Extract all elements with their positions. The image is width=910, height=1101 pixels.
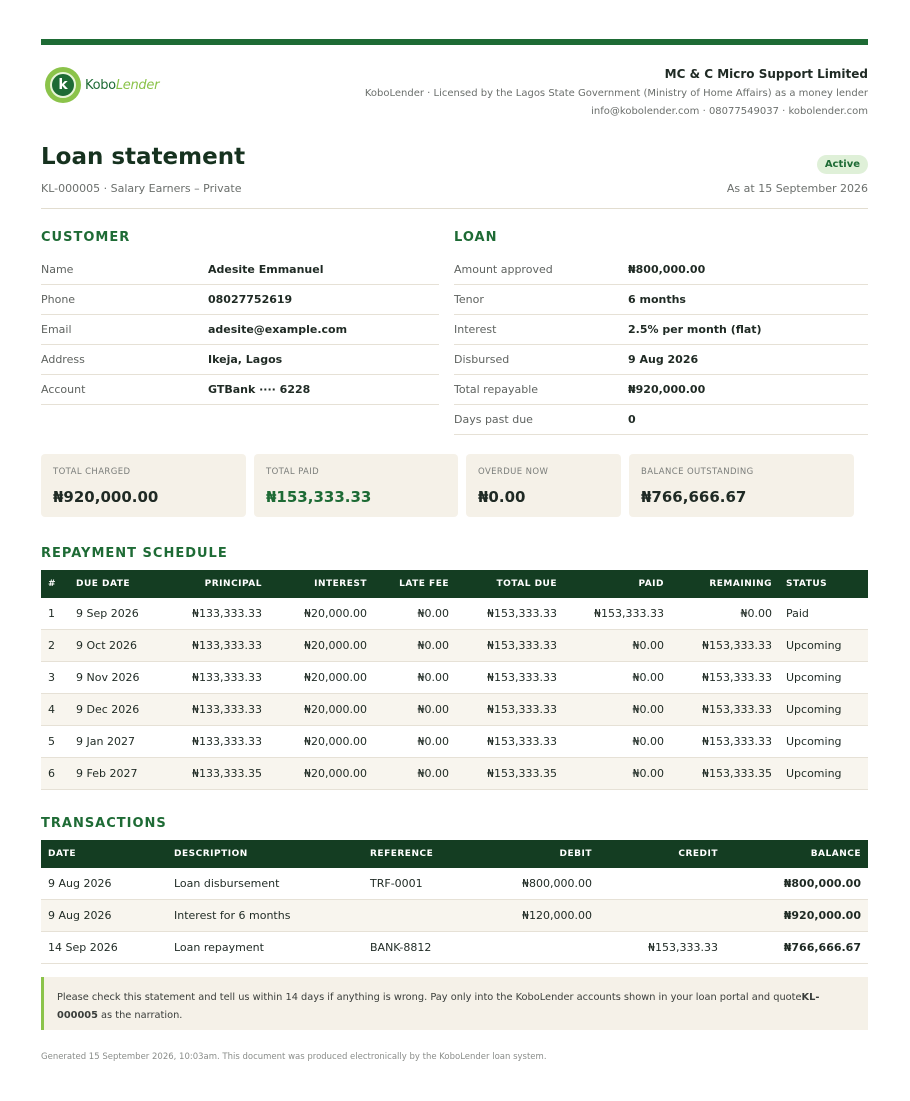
kobolender-logo bbox=[45, 67, 159, 103]
transactions-row bbox=[41, 932, 868, 964]
loan-row bbox=[454, 255, 868, 285]
summary-card-total-paid: TOTAL PAID ₦153,333.33 bbox=[254, 454, 458, 517]
transactions-cell: Interest for 6 months bbox=[167, 900, 363, 932]
summary-card-overdue: OVERDUE NOW ₦0.00 bbox=[466, 454, 621, 517]
transactions-cell: ₦153,333.33 bbox=[599, 932, 725, 964]
transactions-row bbox=[41, 868, 868, 900]
customer-value: adesite@example.com bbox=[208, 323, 348, 336]
transactions-table bbox=[41, 840, 868, 964]
schedule-cell: ₦0.00 bbox=[374, 758, 456, 790]
schedule-cell: Upcoming bbox=[779, 630, 868, 662]
schedule-cell: Paid bbox=[779, 598, 868, 630]
org-name: MC & C Micro Support Limited bbox=[664, 67, 868, 81]
schedule-cell: ₦133,333.33 bbox=[159, 694, 269, 726]
schedule-cell: ₦153,333.33 bbox=[456, 598, 564, 630]
customer-row bbox=[41, 375, 439, 405]
summary-card-total-charged: TOTAL CHARGED ₦920,000.00 bbox=[41, 454, 246, 517]
customer-row bbox=[41, 285, 439, 315]
schedule-cell: Upcoming bbox=[779, 726, 868, 758]
schedule-cell: 1 bbox=[41, 598, 69, 630]
schedule-cell: ₦0.00 bbox=[564, 758, 671, 790]
schedule-col-header: REMAINING bbox=[671, 570, 779, 598]
schedule-cell: ₦153,333.33 bbox=[456, 694, 564, 726]
schedule-row bbox=[41, 758, 868, 790]
schedule-col-header: DUE DATE bbox=[69, 570, 159, 598]
schedule-cell: ₦0.00 bbox=[564, 630, 671, 662]
transactions-cell bbox=[599, 900, 725, 932]
customer-value: 08027752619 bbox=[208, 293, 293, 306]
schedule-col-header: INTEREST bbox=[269, 570, 374, 598]
statement-notice: Please check this statement and tell us within 14 days if anything is wrong. Pay only into the KoboLender accounts shown in your loan portal and quoteKL-000005 as the narration. bbox=[41, 977, 868, 1030]
loan-row bbox=[454, 375, 868, 405]
loan-label: Interest bbox=[454, 323, 497, 336]
schedule-cell: ₦0.00 bbox=[374, 662, 456, 694]
loan-value: ₦800,000.00 bbox=[628, 263, 706, 276]
loan-value: 6 months bbox=[628, 293, 686, 306]
schedule-cell: ₦0.00 bbox=[564, 662, 671, 694]
loan-label: Total repayable bbox=[454, 383, 539, 396]
loan-row bbox=[454, 405, 868, 435]
transactions-cell: Loan repayment bbox=[167, 932, 363, 964]
customer-value: Adesite Emmanuel bbox=[208, 263, 324, 276]
logo-wordmark: KoboLender bbox=[85, 77, 160, 93]
schedule-row bbox=[41, 630, 868, 662]
schedule-cell: ₦0.00 bbox=[374, 598, 456, 630]
schedule-cell: ₦153,333.33 bbox=[671, 694, 779, 726]
schedule-col-header: PAID bbox=[564, 570, 671, 598]
customer-label: Address bbox=[41, 353, 85, 366]
customer-label: Account bbox=[41, 383, 86, 396]
transactions-cell: ₦800,000.00 bbox=[483, 868, 599, 900]
logo-mark-icon: k bbox=[45, 67, 81, 103]
schedule-row bbox=[41, 598, 868, 630]
customer-value: Ikeja, Lagos bbox=[208, 353, 283, 366]
customer-heading: CUSTOMER bbox=[41, 230, 131, 245]
transactions-cell bbox=[483, 932, 599, 964]
transactions-cell: TRF-0001 bbox=[363, 868, 483, 900]
transactions-col-header: BALANCE bbox=[725, 840, 868, 868]
schedule-cell: ₦153,333.33 bbox=[456, 726, 564, 758]
transactions-cell bbox=[363, 900, 483, 932]
transactions-cell: ₦766,666.67 bbox=[725, 932, 868, 964]
transactions-col-header: DEBIT bbox=[483, 840, 599, 868]
transactions-cell: ₦920,000.00 bbox=[725, 900, 868, 932]
schedule-cell: ₦153,333.33 bbox=[456, 662, 564, 694]
schedule-cell: ₦20,000.00 bbox=[269, 726, 374, 758]
loan-label: Disbursed bbox=[454, 353, 510, 366]
transactions-cell: BANK-8812 bbox=[363, 932, 483, 964]
schedule-cell: ₦133,333.33 bbox=[159, 726, 269, 758]
schedule-cell: 9 Sep 2026 bbox=[69, 598, 159, 630]
customer-label: Email bbox=[41, 323, 72, 336]
schedule-cell: Upcoming bbox=[779, 662, 868, 694]
schedule-cell: ₦133,333.33 bbox=[159, 598, 269, 630]
schedule-col-header: TOTAL DUE bbox=[456, 570, 564, 598]
schedule-col-header: LATE FEE bbox=[374, 570, 456, 598]
schedule-cell: ₦0.00 bbox=[671, 598, 779, 630]
schedule-cell: ₦0.00 bbox=[564, 694, 671, 726]
org-contact: info@kobolender.com · 08077549037 · kobolender.com bbox=[591, 106, 868, 117]
customer-details bbox=[41, 255, 439, 405]
schedule-cell: 3 bbox=[41, 662, 69, 694]
transactions-col-header: DESCRIPTION bbox=[167, 840, 363, 868]
customer-value: GTBank ···· 6228 bbox=[208, 383, 311, 396]
schedule-cell: 9 Oct 2026 bbox=[69, 630, 159, 662]
transactions-cell: Loan disbursement bbox=[167, 868, 363, 900]
schedule-cell: ₦153,333.33 bbox=[671, 630, 779, 662]
schedule-row bbox=[41, 662, 868, 694]
loan-value: 9 Aug 2026 bbox=[628, 353, 699, 366]
schedule-row bbox=[41, 726, 868, 758]
loan-row bbox=[454, 345, 868, 375]
schedule-cell: ₦20,000.00 bbox=[269, 630, 374, 662]
loan-heading: LOAN bbox=[454, 230, 498, 245]
page-title: Loan statement bbox=[41, 144, 246, 170]
loan-label: Tenor bbox=[454, 293, 484, 306]
customer-label: Phone bbox=[41, 293, 76, 306]
schedule-cell: Upcoming bbox=[779, 694, 868, 726]
schedule-cell: ₦20,000.00 bbox=[269, 598, 374, 630]
schedule-col-header: STATUS bbox=[779, 570, 868, 598]
transactions-cell: ₦800,000.00 bbox=[725, 868, 868, 900]
schedule-cell: ₦0.00 bbox=[374, 726, 456, 758]
transactions-cell: 14 Sep 2026 bbox=[41, 932, 167, 964]
transactions-row bbox=[41, 900, 868, 932]
transactions-col-header: CREDIT bbox=[599, 840, 725, 868]
repayment-schedule-table bbox=[41, 570, 868, 790]
schedule-cell: 5 bbox=[41, 726, 69, 758]
transactions-cell: 9 Aug 2026 bbox=[41, 900, 167, 932]
org-license: KoboLender · Licensed by the Lagos State Government (Ministry of Home Affairs) as a money lender bbox=[364, 88, 868, 99]
schedule-cell: ₦133,333.33 bbox=[159, 630, 269, 662]
status-badge: Active bbox=[817, 155, 868, 174]
top-accent-bar bbox=[41, 39, 868, 45]
summary-card-balance: BALANCE OUTSTANDING ₦766,666.67 bbox=[629, 454, 854, 517]
schedule-cell: ₦0.00 bbox=[374, 694, 456, 726]
schedule-cell: ₦0.00 bbox=[374, 630, 456, 662]
as-at-date: As at 15 September 2026 bbox=[726, 182, 868, 195]
transactions-heading: TRANSACTIONS bbox=[41, 816, 167, 831]
schedule-cell: 9 Feb 2027 bbox=[69, 758, 159, 790]
schedule-cell: 4 bbox=[41, 694, 69, 726]
schedule-cell: ₦153,333.35 bbox=[671, 758, 779, 790]
transactions-cell bbox=[599, 868, 725, 900]
transactions-cell: 9 Aug 2026 bbox=[41, 868, 167, 900]
schedule-cell: ₦153,333.35 bbox=[456, 758, 564, 790]
schedule-cell: ₦20,000.00 bbox=[269, 758, 374, 790]
schedule-cell: ₦133,333.33 bbox=[159, 662, 269, 694]
transactions-col-header: DATE bbox=[41, 840, 167, 868]
schedule-cell: ₦20,000.00 bbox=[269, 662, 374, 694]
loan-value: ₦920,000.00 bbox=[628, 383, 706, 396]
customer-label: Name bbox=[41, 263, 74, 276]
transactions-col-header: REFERENCE bbox=[363, 840, 483, 868]
loan-details bbox=[454, 255, 868, 435]
schedule-cell: Upcoming bbox=[779, 758, 868, 790]
customer-row bbox=[41, 345, 439, 375]
schedule-col-header: # bbox=[41, 570, 69, 598]
loan-value: 0 bbox=[628, 413, 636, 426]
schedule-cell: ₦153,333.33 bbox=[564, 598, 671, 630]
schedule-cell: 9 Nov 2026 bbox=[69, 662, 159, 694]
loan-value: 2.5% per month (flat) bbox=[628, 323, 762, 336]
schedule-row bbox=[41, 694, 868, 726]
schedule-cell: 9 Jan 2027 bbox=[69, 726, 159, 758]
loan-row bbox=[454, 285, 868, 315]
schedule-cell: ₦0.00 bbox=[564, 726, 671, 758]
loan-reference: KL-000005 · Salary Earners – Private bbox=[41, 182, 242, 195]
schedule-col-header: PRINCIPAL bbox=[159, 570, 269, 598]
schedule-cell: ₦133,333.35 bbox=[159, 758, 269, 790]
schedule-cell: 6 bbox=[41, 758, 69, 790]
schedule-cell: ₦153,333.33 bbox=[456, 630, 564, 662]
footer-generated: Generated 15 September 2026, 10:03am. This document was produced electronically by the KoboLender loan system. bbox=[41, 1052, 547, 1062]
schedule-cell: ₦153,333.33 bbox=[671, 726, 779, 758]
schedule-cell: 9 Dec 2026 bbox=[69, 694, 159, 726]
loan-label: Days past due bbox=[454, 413, 533, 426]
divider bbox=[41, 208, 868, 209]
schedule-cell: ₦20,000.00 bbox=[269, 694, 374, 726]
org-info bbox=[365, 67, 868, 124]
schedule-cell: ₦153,333.33 bbox=[671, 662, 779, 694]
customer-row bbox=[41, 255, 439, 285]
schedule-heading: REPAYMENT SCHEDULE bbox=[41, 546, 228, 561]
loan-label: Amount approved bbox=[454, 263, 553, 276]
transactions-cell: ₦120,000.00 bbox=[483, 900, 599, 932]
customer-row bbox=[41, 315, 439, 345]
schedule-cell: 2 bbox=[41, 630, 69, 662]
loan-row bbox=[454, 315, 868, 345]
